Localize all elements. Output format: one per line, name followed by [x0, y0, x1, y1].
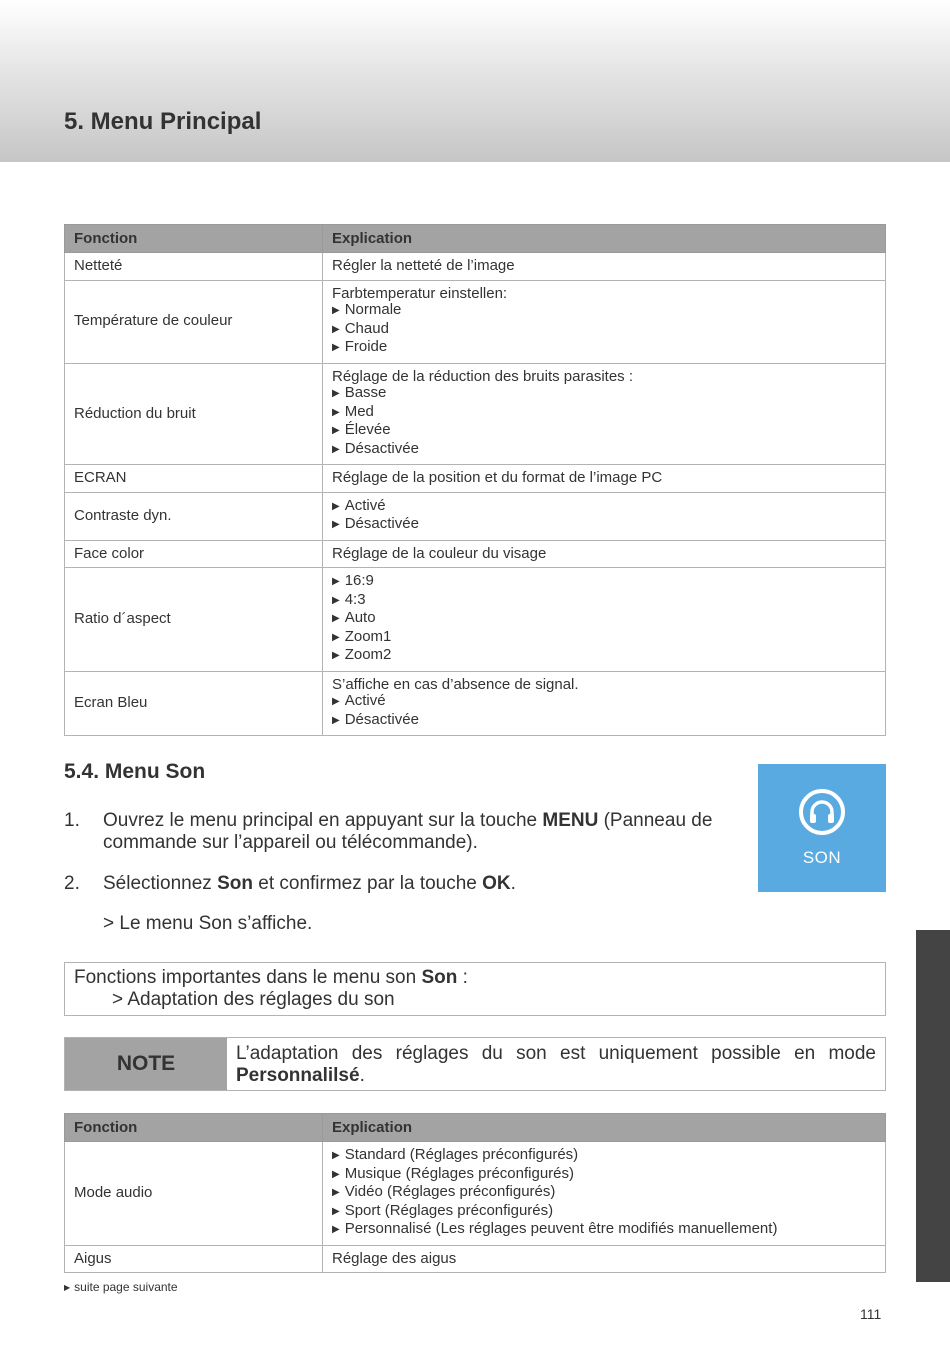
son-menu-tile	[758, 764, 886, 892]
step-number: 2.	[64, 873, 80, 894]
option-item	[332, 573, 876, 592]
explication-text: Régler la netteté de l’image	[332, 257, 515, 274]
column-header-explication: Explication	[323, 1114, 886, 1142]
triangle-bullet-icon: ▶	[332, 696, 340, 707]
cell-fonction: Ecran Bleu	[65, 671, 323, 736]
option-label: Élevée	[344, 421, 391, 438]
option-item	[332, 516, 876, 535]
page-number: 111	[860, 1306, 882, 1322]
option-label: 4:3	[344, 590, 366, 608]
step-text: .	[510, 873, 516, 894]
option-item	[332, 712, 876, 731]
column-header-fonction: Fonction	[65, 1114, 323, 1142]
important-text: Fonctions importantes dans le menu son	[74, 967, 422, 988]
option-label: Standard (Réglages préconfigurés)	[344, 1146, 579, 1163]
table-body	[65, 253, 886, 736]
important-sub-item: > Adaptation des réglages du son	[112, 989, 395, 1010]
option-label: Basse	[344, 384, 387, 401]
option-label: Chaud	[344, 319, 389, 337]
option-label: Désactivée	[344, 710, 419, 728]
explication-text: Réglage de la couleur du visage	[332, 544, 547, 562]
cell-explication	[323, 363, 886, 465]
triangle-bullet-icon: ▶	[332, 443, 340, 455]
triangle-bullet-icon: ▶	[332, 323, 340, 335]
triangle-bullet-icon: ▶	[332, 1205, 340, 1217]
table-row	[65, 492, 886, 540]
option-item	[332, 629, 876, 648]
language-tab-label: Français	[9, 1074, 26, 1136]
cell-explication	[323, 280, 886, 363]
option-label: Vidéo (Réglages préconfigurés)	[344, 1183, 556, 1200]
cell-explication	[323, 1142, 886, 1246]
continued-text: suite page suivante	[74, 1280, 178, 1294]
cell-fonction: Ratio d´aspect	[65, 568, 323, 672]
cell-explication	[323, 465, 886, 493]
option-item	[332, 321, 876, 340]
option-item	[332, 441, 876, 460]
step-1	[64, 810, 744, 854]
language-tab	[916, 930, 950, 1282]
triangle-bullet-icon: ▶	[332, 406, 340, 418]
step-2	[64, 873, 744, 895]
table-row	[65, 253, 886, 281]
option-label: Activé	[344, 692, 386, 709]
option-item	[332, 1166, 876, 1185]
triangle-bullet-icon: ▶	[332, 388, 340, 399]
option-label: Med	[344, 402, 374, 420]
table-row	[65, 1142, 886, 1246]
step-text: et confirmez par la touche	[252, 873, 483, 894]
triangle-bullet-icon: ▶	[332, 342, 340, 353]
cell-explication	[323, 540, 886, 568]
triangle-bullet-icon: ▶	[332, 650, 340, 661]
table-header-row	[65, 225, 886, 253]
note-text-main: L’adaptation des réglages du son est uniquement possible en mode	[236, 1043, 876, 1064]
important-text-end: :	[457, 967, 468, 988]
key-label-ok: OK	[482, 873, 511, 894]
step-number: 1.	[64, 810, 80, 831]
cell-fonction: Face color	[65, 540, 323, 568]
cell-fonction: Mode audio	[65, 1142, 323, 1246]
cell-fonction: Température de couleur	[65, 280, 323, 363]
key-label-menu: MENU	[542, 810, 599, 831]
option-item	[332, 404, 876, 423]
option-item	[332, 1147, 876, 1166]
option-label: Désactivée	[344, 515, 419, 532]
step-text: (Panneau de commande sur l’appareil ou télécommande).	[103, 810, 713, 853]
column-header-fonction: Fonction	[65, 225, 323, 253]
option-label: Personnalisé (Les réglages peuvent être modifiés manuellement)	[344, 1220, 778, 1237]
note-text	[227, 1038, 885, 1090]
continued-note	[64, 1280, 178, 1294]
step-text: Ouvrez le menu principal en appuyant sur la touche	[103, 810, 543, 831]
option-item	[332, 592, 876, 611]
triangle-bullet-icon: ▶	[332, 1150, 340, 1161]
important-line	[74, 967, 876, 989]
triangle-bullet-icon: ▶	[332, 305, 340, 316]
triangle-bullet-icon: ▶	[64, 1283, 71, 1292]
page-title: 5. Menu Principal	[64, 108, 262, 135]
table-row	[65, 465, 886, 493]
table-row	[65, 671, 886, 736]
table-row	[65, 540, 886, 568]
cell-explication	[323, 253, 886, 281]
function-table-sound	[64, 1113, 886, 1273]
step-result: > Le menu Son s’affiche.	[103, 913, 313, 934]
explication-text: Réglage de la réduction des bruits parasites :	[332, 367, 634, 385]
option-label: Normale	[344, 301, 402, 318]
triangle-bullet-icon: ▶	[332, 1224, 340, 1235]
option-label: Musique (Réglages préconfigurés)	[344, 1164, 574, 1182]
triangle-bullet-icon: ▶	[332, 1187, 340, 1198]
son-tile-label: SON	[802, 848, 842, 867]
table-row	[65, 363, 886, 465]
cell-explication	[323, 568, 886, 672]
column-header-explication: Explication	[323, 225, 886, 253]
option-label: Sport (Réglages préconfigurés)	[344, 1201, 554, 1219]
option-item	[332, 1184, 876, 1203]
step-text: Sélectionnez	[103, 873, 218, 894]
triangle-bullet-icon: ▶	[332, 519, 340, 530]
note-text-bold: Personnalilsé	[236, 1065, 360, 1086]
option-item	[332, 1203, 876, 1222]
cell-explication	[323, 671, 886, 736]
option-item	[332, 693, 876, 712]
cell-fonction: Réduction du bruit	[65, 363, 323, 465]
cell-explication	[323, 1245, 886, 1273]
option-label: Activé	[344, 496, 386, 514]
cell-fonction: Contraste dyn.	[65, 492, 323, 540]
option-label: Désactivée	[344, 439, 419, 457]
triangle-bullet-icon: ▶	[332, 576, 340, 587]
option-label: 16:9	[344, 572, 374, 589]
option-label: Zoom2	[344, 646, 392, 663]
option-item	[332, 339, 876, 358]
headphones-icon	[798, 788, 846, 836]
steps-list	[64, 810, 744, 895]
table-row	[65, 568, 886, 672]
table-header-row	[65, 1114, 886, 1142]
option-item	[332, 302, 876, 321]
explication-text: Réglage de la position et du format de l’image PC	[332, 469, 663, 486]
option-item	[332, 1221, 876, 1240]
option-label: Auto	[344, 609, 376, 626]
table-row	[65, 280, 886, 363]
explication-text: S’affiche en cas d’absence de signal.	[332, 675, 579, 693]
option-item	[332, 610, 876, 629]
triangle-bullet-icon: ▶	[332, 631, 340, 643]
menu-label-son: Son	[217, 873, 253, 894]
triangle-bullet-icon: ▶	[332, 500, 340, 512]
triangle-bullet-icon: ▶	[332, 613, 340, 624]
triangle-bullet-icon: ▶	[332, 594, 340, 606]
cell-fonction: Netteté	[65, 253, 323, 281]
header-band	[0, 0, 950, 162]
table-row	[65, 1245, 886, 1273]
triangle-bullet-icon: ▶	[332, 425, 340, 436]
explication-text: Réglage des aigus	[332, 1249, 457, 1267]
cell-fonction: ECRAN	[65, 465, 323, 493]
option-item	[332, 385, 876, 404]
cell-fonction: Aigus	[65, 1245, 323, 1273]
cell-explication	[323, 492, 886, 540]
note-label: NOTE	[65, 1038, 227, 1090]
table-body	[65, 1142, 886, 1273]
note-text-end: .	[359, 1065, 365, 1086]
section-title: 5.4. Menu Son	[64, 760, 206, 783]
option-label: Froide	[344, 338, 388, 355]
option-label: Zoom1	[344, 627, 392, 645]
triangle-bullet-icon: ▶	[332, 1168, 340, 1180]
explication-text: Farbtemperatur einstellen:	[332, 284, 508, 302]
important-bold: Son	[421, 967, 458, 988]
function-table-picture	[64, 224, 886, 736]
triangle-bullet-icon: ▶	[332, 714, 340, 726]
option-item	[332, 498, 876, 517]
option-item	[332, 647, 876, 666]
important-functions-box	[64, 962, 886, 1016]
note-box	[64, 1037, 886, 1091]
option-item	[332, 422, 876, 441]
